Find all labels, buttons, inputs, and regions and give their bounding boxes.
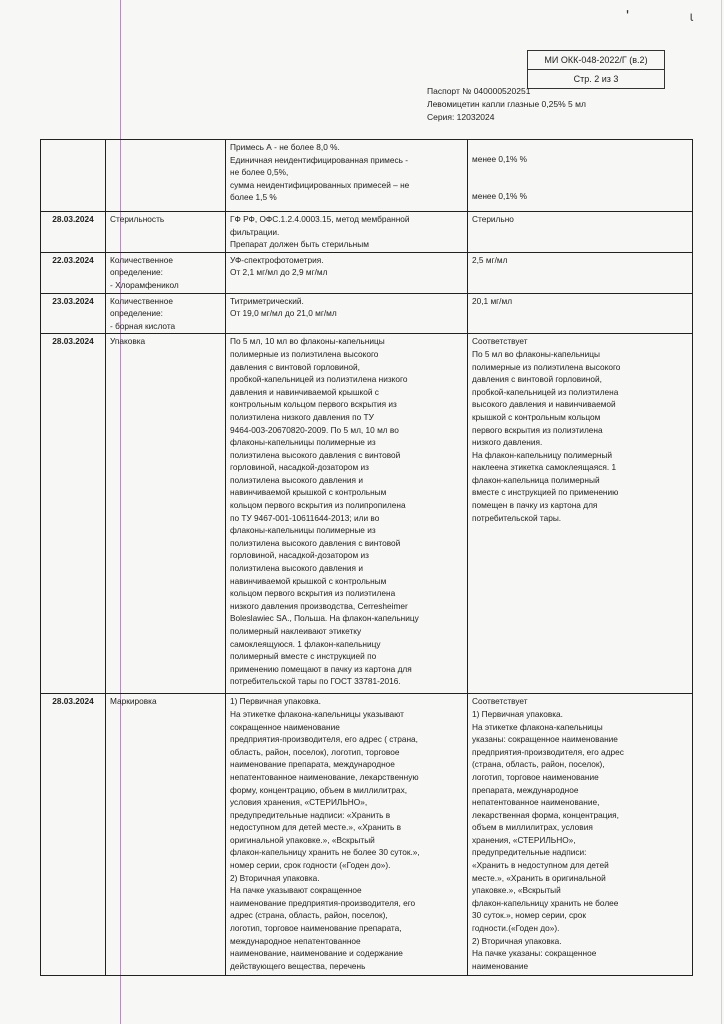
date-cell: 23.03.2024 <box>41 293 106 334</box>
result-cell-line: первого вскрытия из полиэтилена <box>472 424 603 435</box>
result-cell-line: На этикетке флакона-капельницы <box>472 721 603 732</box>
result-cell-line: упаковке.», «Вскрытый <box>472 885 561 896</box>
result-cell-line: непатентованное наименование, <box>472 797 600 808</box>
requirement-cell-line: От 19,0 мг/мл до 21,0 мг/мл <box>230 308 337 319</box>
test-name-cell-line: - борная кислота <box>110 320 176 331</box>
date-cell: 28.03.2024 <box>41 694 106 976</box>
result-cell-line: 30 суток.», номер серии, срок <box>472 910 587 921</box>
requirement-cell-line: сумма неидентифицированных примесей – не <box>230 179 410 190</box>
result-cell <box>468 293 693 334</box>
result-cell-line: препарата, международное <box>472 784 579 795</box>
test-name-cell <box>106 293 226 334</box>
requirement-cell-line: полимерный вместе с инструкцией по <box>230 651 377 662</box>
result-cell-line: Соответствует <box>472 336 528 347</box>
requirement-cell-line: оригинальной упаковке.», «Вскрытый <box>230 834 375 845</box>
result-cell-line <box>472 178 688 190</box>
requirement-cell-line: по ТУ 9467-001-10611644-2013; или во <box>230 512 380 523</box>
requirement-cell-line: Единичная неидентифицированная примесь - <box>230 154 409 165</box>
requirement-cell-line: полиэтилена высокого давления с винтовой <box>230 537 401 548</box>
requirement-cell-line: потребительской тары по ГОСТ 33781-2016. <box>230 676 401 687</box>
requirement-cell-line: На пачке указывают сокращенное <box>230 885 362 896</box>
result-cell-line: хранения, «СТЕРИЛЬНО», <box>472 834 576 845</box>
requirement-cell-line: давления с винтовой горловиной, <box>230 361 360 372</box>
requirement-cell-line: самоклеящуюся. 1 флакон-капельницу <box>230 638 381 649</box>
requirement-cell <box>226 694 468 976</box>
test-name-cell-line: - Хлорамфеникол <box>110 279 179 290</box>
requirement-cell-line: наименование, наименование и содержание <box>230 948 403 959</box>
result-cell-line: 1) Первичная упаковка. <box>472 708 563 719</box>
result-cell <box>468 252 693 293</box>
page-label: Стр. 2 из 3 <box>528 69 664 88</box>
result-cell-line <box>472 166 688 178</box>
requirement-cell-line: адрес (страна, область, район, поселок), <box>230 910 388 921</box>
result-cell-line: флакон-капельницу хранить не более <box>472 897 619 908</box>
requirement-cell-line: предупредительные надписи: «Хранить в <box>230 809 391 820</box>
product-name: Левомицетин капли глазные 0,25% 5 мл <box>427 99 586 109</box>
table-row <box>41 140 693 212</box>
requirement-cell <box>226 140 468 212</box>
result-cell-line: «Хранить в недоступном для детей <box>472 860 609 871</box>
result-cell-line: 2,5 мг/мл <box>472 254 508 265</box>
requirement-cell-line: Титриметрический. <box>230 295 304 306</box>
requirement-cell-line: сокращенное наименование <box>230 721 340 732</box>
requirement-cell-line: логотип, торговое наименование препарата, <box>230 923 402 934</box>
test-name-cell-line: Стерильность <box>110 214 165 224</box>
result-cell-line: флакон-капельница полимерный <box>472 474 600 485</box>
requirement-cell-line: контрольным кольцом первого вскрытия из <box>230 399 397 410</box>
result-cell-line: предупредительные надписи: <box>472 847 587 858</box>
requirement-cell-line: 1) Первичная упаковка. <box>230 696 321 707</box>
test-name-cell-line: Количественное <box>110 295 173 306</box>
test-name-cell-line: Упаковка <box>110 336 146 347</box>
table-row <box>41 212 693 253</box>
requirement-cell-line: По 5 мл, 10 мл во флаконы-капельницы <box>230 336 385 347</box>
result-cell-line: 20,1 мг/мл <box>472 295 513 306</box>
result-cell <box>468 212 693 253</box>
requirement-cell-line: номер серии, срок годности («Годен до»). <box>230 860 391 871</box>
result-cell-line: По 5 мл во флаконы-капельницы <box>472 348 600 359</box>
table-row <box>41 252 693 293</box>
requirement-cell-line: флакон-капельницу хранить не более 30 суток.», <box>230 847 420 858</box>
requirement-cell-line: непатентованное наименование, лекарственную <box>230 771 419 782</box>
requirement-cell-line: не более 0,5%, <box>230 167 289 178</box>
requirement-cell-line: действующего вещества, перечень <box>230 960 366 971</box>
page-edge <box>721 0 722 1024</box>
requirement-cell-line: От 2,1 мг/мл до 2,9 мг/мл <box>230 267 328 278</box>
requirement-cell-line: ГФ РФ, ОФС.1.2.4.0003.15, метод мембранной <box>230 214 410 224</box>
requirement-cell-line: На этикетке флакона-капельницы указывают <box>230 708 404 719</box>
test-name-cell <box>106 140 226 212</box>
result-cell-line: высокого давления и навинчиваемой <box>472 399 616 410</box>
result-cell-line: лекарственная форма, концентрация, <box>472 809 619 820</box>
requirement-cell-line: горловиной, насадкой-дозатором из <box>230 462 369 473</box>
result-cell-line: пробкой-капельницей из полиэтилена <box>472 386 619 397</box>
test-name-cell-line: Маркировка <box>110 696 157 707</box>
result-cell-line: Соответствует <box>472 696 528 707</box>
result-cell-line: указаны: сокращенное наименование <box>472 734 618 745</box>
result-cell-line: низкого давления. <box>472 437 543 448</box>
corner-mark-2: ɩ <box>690 8 694 24</box>
result-cell-line: 2) Вторичная упаковка. <box>472 935 562 946</box>
requirement-cell-line: навинчиваемой крышкой с контрольным <box>230 487 387 498</box>
result-cell-line: годности.(«Годен до»). <box>472 923 560 934</box>
result-cell-line: менее 0,1% % <box>472 190 528 201</box>
requirement-cell-line: Препарат должен быть стерильным <box>230 239 369 250</box>
requirement-cell-line: полимерный наклеивают этикетку <box>230 626 362 636</box>
requirement-cell-line: УФ-спектрофотометрия. <box>230 254 324 265</box>
doc-code: МИ ОКК-048-2022/Г (в.2) <box>544 55 648 65</box>
result-cell-line: Стерильно <box>472 214 514 224</box>
result-cell-line: менее 0,1% % <box>472 154 528 164</box>
date-cell: 28.03.2024 <box>41 334 106 694</box>
result-cell-line: крышкой с контрольным кольцом <box>472 411 601 422</box>
requirement-cell-line: навинчиваемой крышкой с контрольным <box>230 575 387 586</box>
result-cell-line: потребительской тары. <box>472 512 562 523</box>
result-cell-line: логотип, торговое наименование <box>472 771 599 782</box>
requirement-cell-line: давления и навинчиваемой крышкой с <box>230 386 379 397</box>
test-name-cell-line: Количественное <box>110 254 173 265</box>
requirement-cell-line: кольцом первого вскрытия из полипропилена <box>230 500 406 511</box>
result-cell-line: На пачке указаны: сокращенное <box>472 948 597 959</box>
result-cell-line: На флакон-капельницу полимерный <box>472 449 613 460</box>
requirement-cell-line: международное непатентованное <box>230 935 361 946</box>
result-cell-line: полимерные из полиэтилена высокого <box>472 361 621 372</box>
result-cell-line: наклеена этикетка самоклеящаяся. 1 <box>472 462 617 473</box>
requirement-cell-line: полиэтилена высокого давления и <box>230 474 363 485</box>
result-cell-line: вместе с инструкцией по применению <box>472 487 619 498</box>
result-cell <box>468 140 693 212</box>
date-cell: 22.03.2024 <box>41 252 106 293</box>
requirement-cell-line: наименование предприятия-производителя, его <box>230 897 416 908</box>
table-row <box>41 694 693 976</box>
requirement-cell-line: полиэтилена высокого давления с винтовой <box>230 449 401 460</box>
table-row <box>41 293 693 334</box>
requirement-cell-line: условия хранения, «СТЕРИЛЬНО», <box>230 797 368 808</box>
requirement-cell-line: Примесь А - не более 8,0 %. <box>230 142 340 152</box>
document-code-box <box>527 50 665 89</box>
requirement-cell-line: полимерные из полиэтилена высокого <box>230 348 379 359</box>
result-cell <box>468 694 693 976</box>
result-cell <box>468 334 693 694</box>
result-cell-line: месте.», «Хранить в оригинальной <box>472 872 606 883</box>
requirement-cell-line: полиэтилена низкого давления по ТУ <box>230 411 374 422</box>
requirement-cell <box>226 334 468 694</box>
requirement-cell-line: пробкой-капельницей из полиэтилена низкого <box>230 374 408 385</box>
test-name-cell <box>106 252 226 293</box>
requirement-cell-line: горловиной, насадкой-дозатором из <box>230 550 369 561</box>
test-name-cell-line: определение: <box>110 308 163 319</box>
passport-number: Паспорт № 040000520251 <box>427 86 531 96</box>
result-cell-line: помещен в пачку из картона для <box>472 500 598 511</box>
requirement-cell-line: наименование препарата, международное <box>230 759 395 770</box>
requirement-cell-line: 9464-003-20670820-2009. По 5 мл, 10 мл во <box>230 424 399 435</box>
date-cell: 28.03.2024 <box>41 212 106 253</box>
requirement-cell-line: флаконы-капельницы полимерные из <box>230 525 376 536</box>
result-cell-line: объем в миллилитрах, условия <box>472 822 593 833</box>
result-cell-line: (страна, область, район, поселок), <box>472 759 605 770</box>
requirement-cell-line: фильтрации. <box>230 226 280 237</box>
test-name-cell <box>106 334 226 694</box>
results-table <box>40 139 693 976</box>
requirement-cell-line: предприятия-производителя, его адрес ( страна, <box>230 734 418 745</box>
requirement-cell-line: низкого давления производства, Cerresheimer <box>230 600 408 611</box>
result-cell-line: наименование <box>472 960 529 971</box>
requirement-cell-line: 2) Вторичная упаковка. <box>230 872 320 883</box>
requirement-cell-line: полиэтилена высокого давления и <box>230 563 363 574</box>
requirement-cell-line: недоступном для детей месте.», «Хранить в <box>230 822 402 833</box>
result-cell-line: предприятия-производителя, его адрес <box>472 746 624 757</box>
table-row <box>41 334 693 694</box>
result-cell-line: давления с винтовой горловиной, <box>472 374 602 385</box>
requirement-cell-line: флаконы-капельницы полимерные из <box>230 437 376 448</box>
requirement-cell <box>226 293 468 334</box>
requirement-cell-line: применению помещают в пачку из картона для <box>230 663 412 674</box>
requirement-cell-line: более 1,5 % <box>230 192 277 203</box>
requirement-cell-line: Boleslawiec SA., Польша. На флакон-капельницу <box>230 613 419 624</box>
series-number: Серия: 12032024 <box>427 112 495 122</box>
date-cell <box>41 140 106 212</box>
test-name-cell <box>106 694 226 976</box>
test-name-cell-line: определение: <box>110 267 163 278</box>
passport-header <box>427 85 586 124</box>
result-cell-line <box>472 141 688 153</box>
corner-mark: ʹ <box>626 8 630 25</box>
requirement-cell-line: кольцом первого вскрытия из полиэтилена <box>230 588 396 599</box>
requirement-cell-line: область, район, поселок), логотип, торговое <box>230 746 400 757</box>
requirement-cell-line: форму, концентрацию, объем в миллилитрах, <box>230 784 408 795</box>
test-name-cell <box>106 212 226 253</box>
requirement-cell <box>226 252 468 293</box>
requirement-cell <box>226 212 468 253</box>
